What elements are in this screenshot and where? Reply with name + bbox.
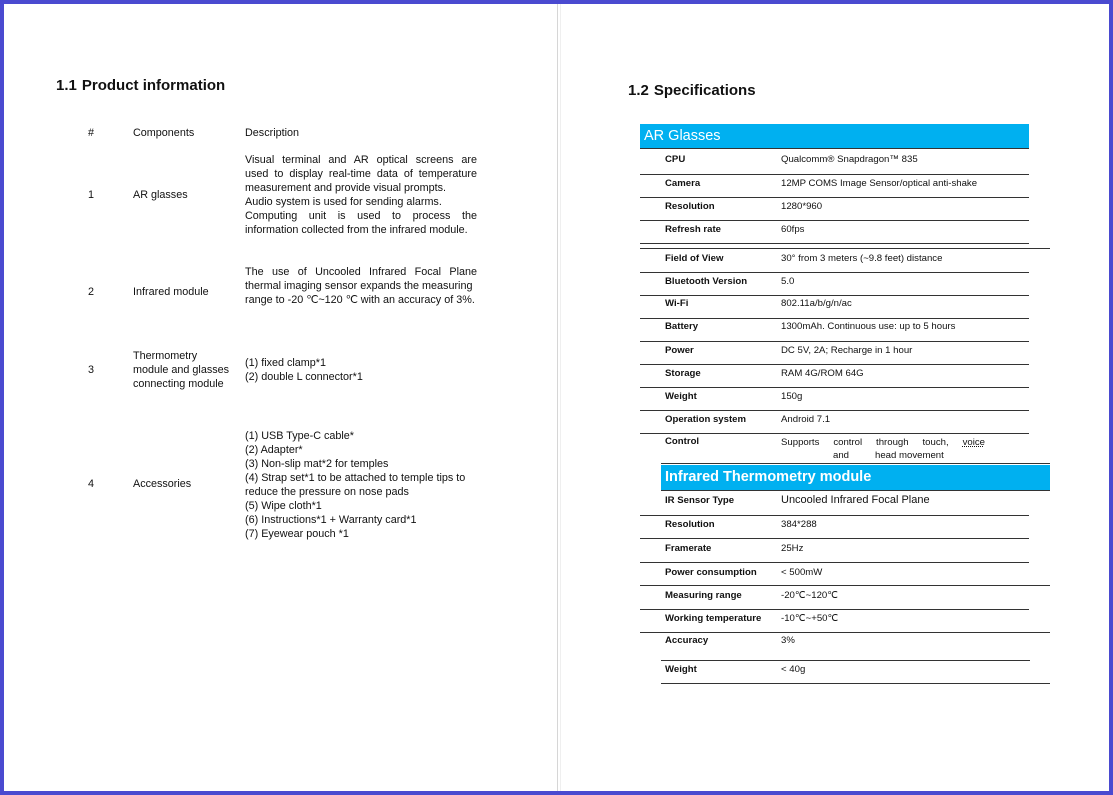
page-divider — [557, 4, 558, 791]
section-number: 1.1 — [56, 77, 77, 94]
spec-key: CPU — [665, 154, 686, 165]
item-component: AR glasses — [133, 189, 188, 201]
spec-row — [640, 563, 1030, 586]
row-rule — [640, 387, 1029, 388]
item-description — [245, 265, 477, 307]
spec-key: Refresh rate — [665, 224, 721, 235]
spec-row — [640, 272, 1030, 295]
header-components: Components — [133, 127, 195, 139]
spec-value: 150g — [781, 391, 803, 402]
spec-row — [640, 150, 1030, 173]
spec-row — [640, 609, 1030, 632]
desc-line: range to -20 ℃~120 ℃ with an accuracy of 3%. — [245, 294, 475, 306]
desc-line: (6) Instructions*1 + Warranty card*1 — [245, 514, 417, 526]
spec-key: Accuracy — [665, 635, 709, 646]
row-rule — [661, 463, 1050, 464]
desc-line: information collected from the infrared module. — [245, 224, 468, 236]
spec-row — [640, 586, 1030, 609]
row-rule — [640, 341, 1029, 342]
spec-value: < 500mW — [781, 567, 823, 578]
section-heading-product-info — [56, 77, 225, 94]
item-num: 2 — [88, 286, 95, 298]
spec-row — [640, 631, 1030, 654]
row-rule — [640, 295, 1029, 296]
spec-value: 25Hz — [781, 543, 804, 554]
desc-line: reduce the pressure on nose pads — [245, 486, 409, 498]
item-component: Infrared module — [133, 286, 209, 298]
component-line: connecting module — [133, 378, 224, 390]
spec-value: Qualcomm® Snapdragon™ 835 — [781, 154, 918, 165]
item-num: 1 — [88, 189, 95, 201]
spec-row — [640, 249, 1030, 272]
spec-key: Weight — [665, 664, 697, 675]
control-word: touch, — [922, 437, 949, 448]
spec-key: IR Sensor Type — [665, 495, 735, 506]
header-description: Description — [245, 127, 300, 139]
item-description — [245, 153, 477, 237]
row-rule — [640, 632, 1050, 633]
item-description — [245, 356, 477, 384]
desc-line: Audio system is used for sending alarms. — [245, 196, 442, 208]
spec-key: Resolution — [665, 201, 715, 212]
spec-value: 1280*960 — [781, 201, 823, 212]
spec-key: Operation system — [665, 414, 747, 425]
spec-value: -20℃~120℃ — [781, 590, 839, 601]
spec-value: 1300mAh. Continuous use: up to 5 hours — [781, 321, 956, 332]
item-num: 4 — [88, 478, 95, 490]
spec-key: Wi-Fi — [665, 298, 689, 309]
row-rule — [661, 490, 1050, 491]
row-rule — [640, 243, 1029, 244]
ar-glasses-header: AR Glasses — [640, 124, 1029, 149]
desc-line: used to display real-time data of temperature — [245, 168, 477, 180]
spec-key: Working temperature — [665, 613, 762, 624]
header-num: # — [88, 127, 95, 139]
section-title: Product information — [81, 77, 226, 94]
item-description — [245, 429, 477, 541]
row-rule — [640, 174, 1029, 175]
row-rule — [640, 248, 1050, 249]
spec-row — [640, 174, 1030, 197]
spec-row — [640, 341, 1030, 364]
desc-line: (2) Adapter* — [245, 444, 303, 456]
control-word: through — [876, 437, 909, 448]
item-component — [133, 349, 243, 391]
spec-row — [640, 220, 1030, 243]
row-rule — [640, 538, 1029, 539]
spec-key: Power — [665, 345, 694, 356]
spec-key: Measuring range — [665, 590, 742, 601]
spec-value: 3% — [781, 635, 795, 646]
spec-value: RAM 4G/ROM 64G — [781, 368, 864, 379]
spec-value: 60fps — [781, 224, 805, 235]
row-rule — [640, 148, 1029, 149]
spec-row — [640, 660, 1030, 683]
spec-key: Framerate — [665, 543, 712, 554]
control-word: voice — [962, 437, 985, 448]
desc-line: Computing unit is used to process the — [245, 210, 477, 222]
spec-value: 12MP COMS Image Sensor/optical anti-shake — [781, 178, 978, 189]
desc-line: (1) USB Type-C cable* — [245, 430, 355, 442]
row-rule — [640, 410, 1029, 411]
spec-value: Uncooled Infrared Focal Plane — [781, 494, 930, 506]
row-rule — [640, 364, 1029, 365]
row-rule — [640, 515, 1029, 516]
desc-line: The use of Uncooled Infrared Focal Plane — [245, 266, 477, 278]
row-rule — [640, 562, 1029, 563]
desc-line: (2) double L connector*1 — [245, 371, 363, 383]
item-component: Accessories — [133, 478, 192, 490]
section-title: Specifications — [653, 82, 756, 99]
spec-row — [640, 294, 1030, 317]
item-num: 3 — [88, 364, 95, 376]
spec-value: 802.11a/b/g/n/ac — [781, 298, 852, 309]
spec-value: 5.0 — [781, 276, 795, 287]
spec-row — [640, 515, 1030, 538]
spec-key: Power consumption — [665, 567, 757, 578]
page-divider-shadow — [560, 4, 561, 791]
row-rule — [640, 197, 1029, 198]
desc-line: (3) Non-slip mat*2 for temples — [245, 458, 389, 470]
spec-row — [640, 364, 1030, 387]
ir-module-header: Infrared Thermometry module — [661, 465, 1050, 490]
desc-line: (7) Eyewear pouch *1 — [245, 528, 349, 540]
spec-key: Field of View — [665, 253, 724, 264]
spec-row — [640, 387, 1030, 410]
desc-line: thermal imaging sensor expands the measuring — [245, 280, 473, 292]
row-rule — [640, 585, 1050, 586]
spec-key: Weight — [665, 391, 697, 402]
spec-row — [640, 491, 1030, 514]
spec-row — [640, 317, 1030, 340]
spec-value: Android 7.1 — [781, 414, 831, 425]
desc-line: (4) Strap set*1 to be attached to temple tips to — [245, 472, 466, 484]
component-line: module and glasses — [133, 364, 230, 376]
spec-key: Battery — [665, 321, 699, 332]
spec-key: Camera — [665, 178, 701, 189]
spec-key: Storage — [665, 368, 701, 379]
section-number: 1.2 — [628, 82, 649, 99]
control-word: and — [833, 450, 850, 461]
spec-row — [640, 410, 1030, 433]
row-rule — [640, 609, 1029, 610]
desc-line: measurement and provide visual prompts. — [245, 182, 447, 194]
row-rule — [640, 220, 1029, 221]
spec-value: 30° from 3 meters (~9.8 feet) distance — [781, 253, 943, 264]
row-rule — [661, 683, 1050, 684]
spec-row — [640, 539, 1030, 562]
spec-value: < 40g — [781, 664, 806, 675]
desc-line: (5) Wipe cloth*1 — [245, 500, 322, 512]
control-word: head movement — [875, 450, 944, 461]
control-word: Supports — [781, 437, 820, 448]
control-word: control — [833, 437, 863, 448]
desc-line: Visual terminal and AR optical screens are — [245, 154, 477, 166]
section-heading-specifications — [628, 82, 756, 99]
spec-key: Bluetooth Version — [665, 276, 748, 287]
spec-key: Resolution — [665, 519, 715, 530]
row-rule — [640, 272, 1029, 273]
spec-key: Control — [665, 436, 700, 447]
component-line: Thermometry — [133, 350, 198, 362]
row-rule — [640, 318, 1029, 319]
desc-line: (1) fixed clamp*1 — [245, 357, 327, 369]
spec-value: DC 5V, 2A; Recharge in 1 hour — [781, 345, 913, 356]
spec-value: -10℃~+50℃ — [781, 613, 839, 624]
spec-row — [640, 197, 1030, 220]
row-rule — [661, 660, 1030, 661]
spec-value-control — [781, 436, 985, 462]
spec-value: 384*288 — [781, 519, 817, 530]
